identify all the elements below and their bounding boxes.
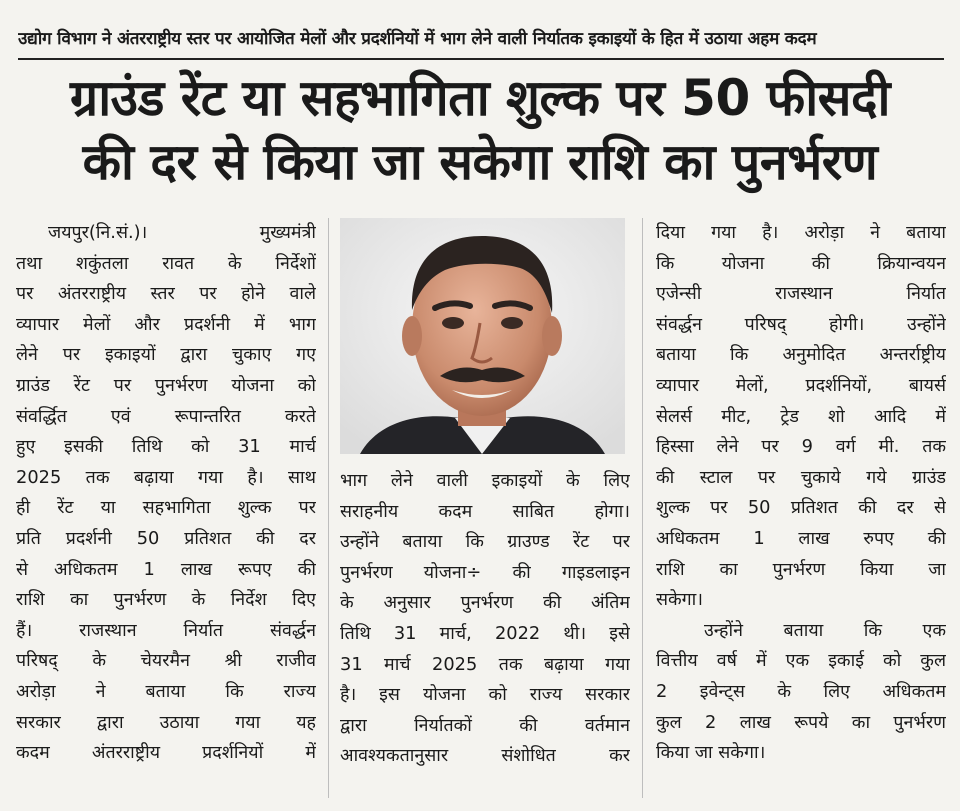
text-line: आवश्यकतानुसार संशोधित कर xyxy=(340,745,630,767)
text-line: हुए इसकी तिथि को 31 मार्च xyxy=(16,436,316,458)
text-line: दिया गया है। अरोड़ा ने बताया xyxy=(656,222,946,243)
text-line: कदम अंतरराष्ट्रीय प्रदर्शनियों में xyxy=(16,742,316,764)
text-line: शुल्क पर 50 प्रतिशत की दर से xyxy=(656,497,946,519)
column-divider xyxy=(328,218,329,798)
text-line: 2 इवेन्ट्स के लिए अधिकतम xyxy=(656,680,946,702)
text-line: एजेन्सी राजस्थान निर्यात xyxy=(656,283,946,305)
text-line: ही रेंट या सहभागिता शुल्क पर xyxy=(16,497,316,519)
text-line: प्रति प्रदर्शनी 50 प्रतिशत की दर xyxy=(16,527,316,549)
text-line: व्यापार मेलों, प्रदर्शनियों, बायर्स xyxy=(656,374,946,396)
text-line: संवर्द्धित एवं रूपान्तरित करते xyxy=(16,405,316,427)
text-line: कि योजना की क्रियान्वयन xyxy=(656,252,946,274)
text-line: राशि का पुनर्भरण के निर्देश दिए xyxy=(16,589,316,611)
text-line: 2025 तक बढ़ाया गया है। साथ xyxy=(16,466,316,488)
text-line: तिथि 31 मार्च, 2022 थी। इसे xyxy=(340,622,630,644)
text-line: से अधिकतम 1 लाख रूपए की xyxy=(16,558,316,580)
headline-line-1: ग्राउंड रेंट या सहभागिता शुल्क पर 50 फीसदी xyxy=(70,69,890,127)
text-line: द्वारा निर्यातकों की वर्तमान xyxy=(340,714,630,736)
text-line: संवर्द्धन परिषद् होगी। उन्होंने xyxy=(656,313,946,335)
text-line: सराहनीय कदम साबित होगा। xyxy=(340,500,630,522)
text-line: किया जा सकेगा। xyxy=(656,742,766,764)
article-column-1 xyxy=(16,218,316,769)
text-line: सेलर्स मीट, ट्रेड शो आदि में xyxy=(656,405,946,427)
text-line: जयपुर(नि.सं.)। मुख्यमंत्री xyxy=(48,222,316,243)
article-column-2 xyxy=(340,466,630,772)
text-line: उन्होंने बताया कि ग्राउण्ड रेंट पर xyxy=(340,531,630,553)
text-line: पर अंतरराष्ट्रीय स्तर पर होने वाले xyxy=(16,283,316,305)
headline-line-2: की दर से किया जा सकेगा राशि का पुनर्भरण xyxy=(82,133,878,191)
text-line: अधिकतम 1 लाख रुपए की xyxy=(656,527,946,549)
text-line: उन्होंने बताया कि एक xyxy=(704,619,946,641)
text-line: की स्टाल पर चुकाये गये ग्राउंड xyxy=(656,466,946,488)
text-line: राशि का पुनर्भरण किया जा xyxy=(656,558,946,580)
text-line: 31 मार्च 2025 तक बढ़ाया गया xyxy=(340,653,630,675)
text-line: है। इस योजना को राज्य सरकार xyxy=(340,684,630,706)
text-line: बताया कि अनुमोदित अन्तर्राष्ट्रीय xyxy=(656,344,946,366)
portrait-icon xyxy=(340,218,625,454)
text-line: के अनुसार पुनर्भरण की अंतिम xyxy=(340,592,630,614)
text-line: वित्तीय वर्ष में एक इकाई को कुल xyxy=(656,650,946,672)
text-line: परिषद् के चेयरमैन श्री राजीव xyxy=(16,650,316,672)
kicker-rule xyxy=(18,58,944,60)
article-column-3 xyxy=(656,218,946,769)
text-line: कुल 2 लाख रूपये का पुनर्भरण xyxy=(656,711,946,733)
column-divider xyxy=(642,218,643,798)
text-line: व्यापार मेलों और प्रदर्शनी में भाग xyxy=(16,313,316,335)
text-line: ग्राउंड रेंट पर पुनर्भरण योजना को xyxy=(16,374,316,396)
text-line: अरोड़ा ने बताया कि राज्य xyxy=(16,680,316,702)
text-line: हिस्सा लेने पर 9 वर्ग मी. तक xyxy=(656,436,946,458)
kicker-line: उद्योग विभाग ने अंतरराष्ट्रीय स्तर पर आयोजित मेलों और प्रदर्शनियों में भाग लेने वाली निर्यातक इकाइयों के हित में उठाया अहम कदम xyxy=(18,29,817,49)
text-line: लेने पर इकाइयों द्वारा चुकाए गए xyxy=(16,344,316,366)
text-line: भाग लेने वाली इकाइयों के लिए xyxy=(340,470,630,491)
text-line: पुनर्भरण योजना÷ की गाइडलाइन xyxy=(340,561,630,583)
text-line: सकेगा। xyxy=(656,589,704,611)
text-line: हैं। राजस्थान निर्यात संवर्द्धन xyxy=(16,619,316,641)
portrait-photo xyxy=(340,218,625,454)
text-line: तथा शकुंतला रावत के निर्देशों xyxy=(16,252,316,274)
text-line: सरकार द्वारा उठाया गया यह xyxy=(16,711,316,733)
